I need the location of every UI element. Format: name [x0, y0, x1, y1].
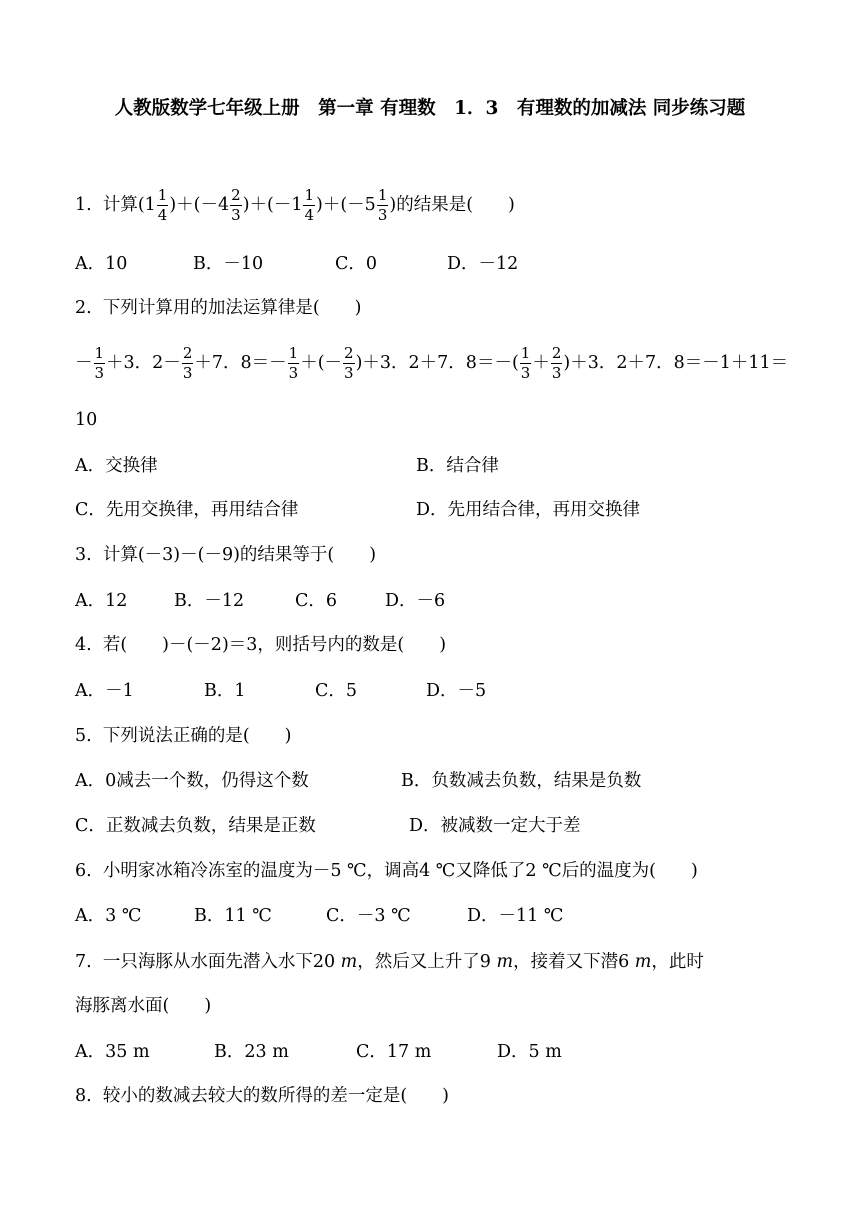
q1-option-c: C．0 [335, 254, 378, 274]
q4-option-c: C．5 [315, 681, 358, 701]
fraction: $\frac{1}{3}$ [94, 344, 105, 382]
q1-option-a: A．10 [75, 254, 128, 274]
question-7-stem-cont: 海豚离水面( ) [75, 996, 212, 1016]
question-3-stem: 3. 计算(－3)－(－9)的结果等于( ) [75, 545, 377, 565]
question-8-stem: 8. 较小的数减去较大的数所得的差一定是( ) [75, 1086, 449, 1106]
q4-option-b: B．1 [204, 681, 246, 701]
fraction: $\frac{2}{3}$ [344, 344, 354, 382]
q5-option-c: C．正数减去负数，结果是正数 [75, 816, 316, 836]
q2-option-a: A．交换律 [75, 456, 158, 476]
q2-option-b: B．结合律 [416, 456, 499, 476]
question-1-stem: 1. 计算(1 $\frac{1}{4}$ )＋(－4 $\frac{2}{3}$ )＋(－1 $\frac{1}{4}$ )＋(－5 $\frac{1}{3}$ )的结果是( ) [75, 186, 515, 224]
q6-option-c: C．－3 ℃ [326, 906, 411, 926]
q5-option-d: D．被减数一定大于差 [409, 816, 581, 836]
q3-option-d: D．－6 [385, 591, 446, 611]
question-6-stem: 6. 小明家冰箱冷冻室的温度为－5 ℃，调高4 ℃又降低了2 ℃后的温度为( ) [75, 861, 698, 881]
q4-option-d: D．－5 [426, 681, 487, 701]
q4-option-a: A．－1 [75, 681, 134, 701]
q2-option-d: D．先用结合律，再用交换律 [416, 500, 641, 520]
question-4-stem: 4. 若( )－(－2)＝3，则括号内的数是( ) [75, 635, 447, 655]
q7-option-a: A．35 m [75, 1042, 150, 1062]
q6-option-d: D．－11 ℃ [467, 906, 564, 926]
question-7-stem: 7. 一只海豚从水面先潜入水下20 m，然后又上升了9 m，接着又下潜6 m，此时 [75, 952, 704, 972]
q3-option-a: A．12 [75, 591, 128, 611]
q6-option-a: A．3 ℃ [75, 906, 142, 926]
q3-option-b: B．－12 [174, 591, 245, 611]
page-title: 人教版数学七年级上册 第一章 有理数 1．3 有理数的加减法 同步练习题 [114, 98, 746, 119]
q3-option-c: C．6 [295, 591, 338, 611]
question-2-expression-cont: 10 [75, 410, 98, 430]
fraction: $\frac{2}{3}$ [551, 344, 562, 382]
q1-option-b: B．－10 [193, 254, 264, 274]
q7-option-b: B．23 m [214, 1042, 289, 1062]
fraction: $\frac{1}{4}$ [157, 186, 168, 224]
fraction: $\frac{1}{3}$ [377, 186, 388, 224]
q7-option-c: C．17 m [356, 1042, 432, 1062]
fraction: $\frac{2}{3}$ [231, 186, 241, 224]
q5-option-b: B．负数减去负数，结果是负数 [401, 771, 642, 791]
q1-option-d: D．－12 [447, 254, 519, 274]
question-2-stem: 2. 下列计算用的加法运算律是( ) [75, 298, 362, 318]
question-5-stem: 5. 下列说法正确的是( ) [75, 726, 292, 746]
q6-option-b: B．11 ℃ [194, 906, 272, 926]
fraction: $\frac{1}{3}$ [288, 344, 299, 382]
fraction: $\frac{1}{3}$ [520, 344, 531, 382]
question-2-expression: － $\frac{1}{3}$ ＋3．2－ $\frac{2}{3}$ ＋7．8＝－ $\frac{1}{3}$ ＋(－ $\frac{2}{3}$ )＋3．2＋7．8＝－( $\frac{1}{3}$ ＋ $\frac{2}{3}$ )＋3．2＋7．8＝－1＋11＝ [75, 344, 789, 382]
q5-option-a: A．0减去一个数，仍得这个数 [75, 771, 309, 791]
fraction: $\frac{2}{3}$ [182, 344, 193, 382]
fraction: $\frac{1}{4}$ [304, 186, 315, 224]
q2-option-c: C．先用交换律，再用结合律 [75, 500, 299, 520]
q7-option-d: D．5 m [497, 1042, 562, 1062]
